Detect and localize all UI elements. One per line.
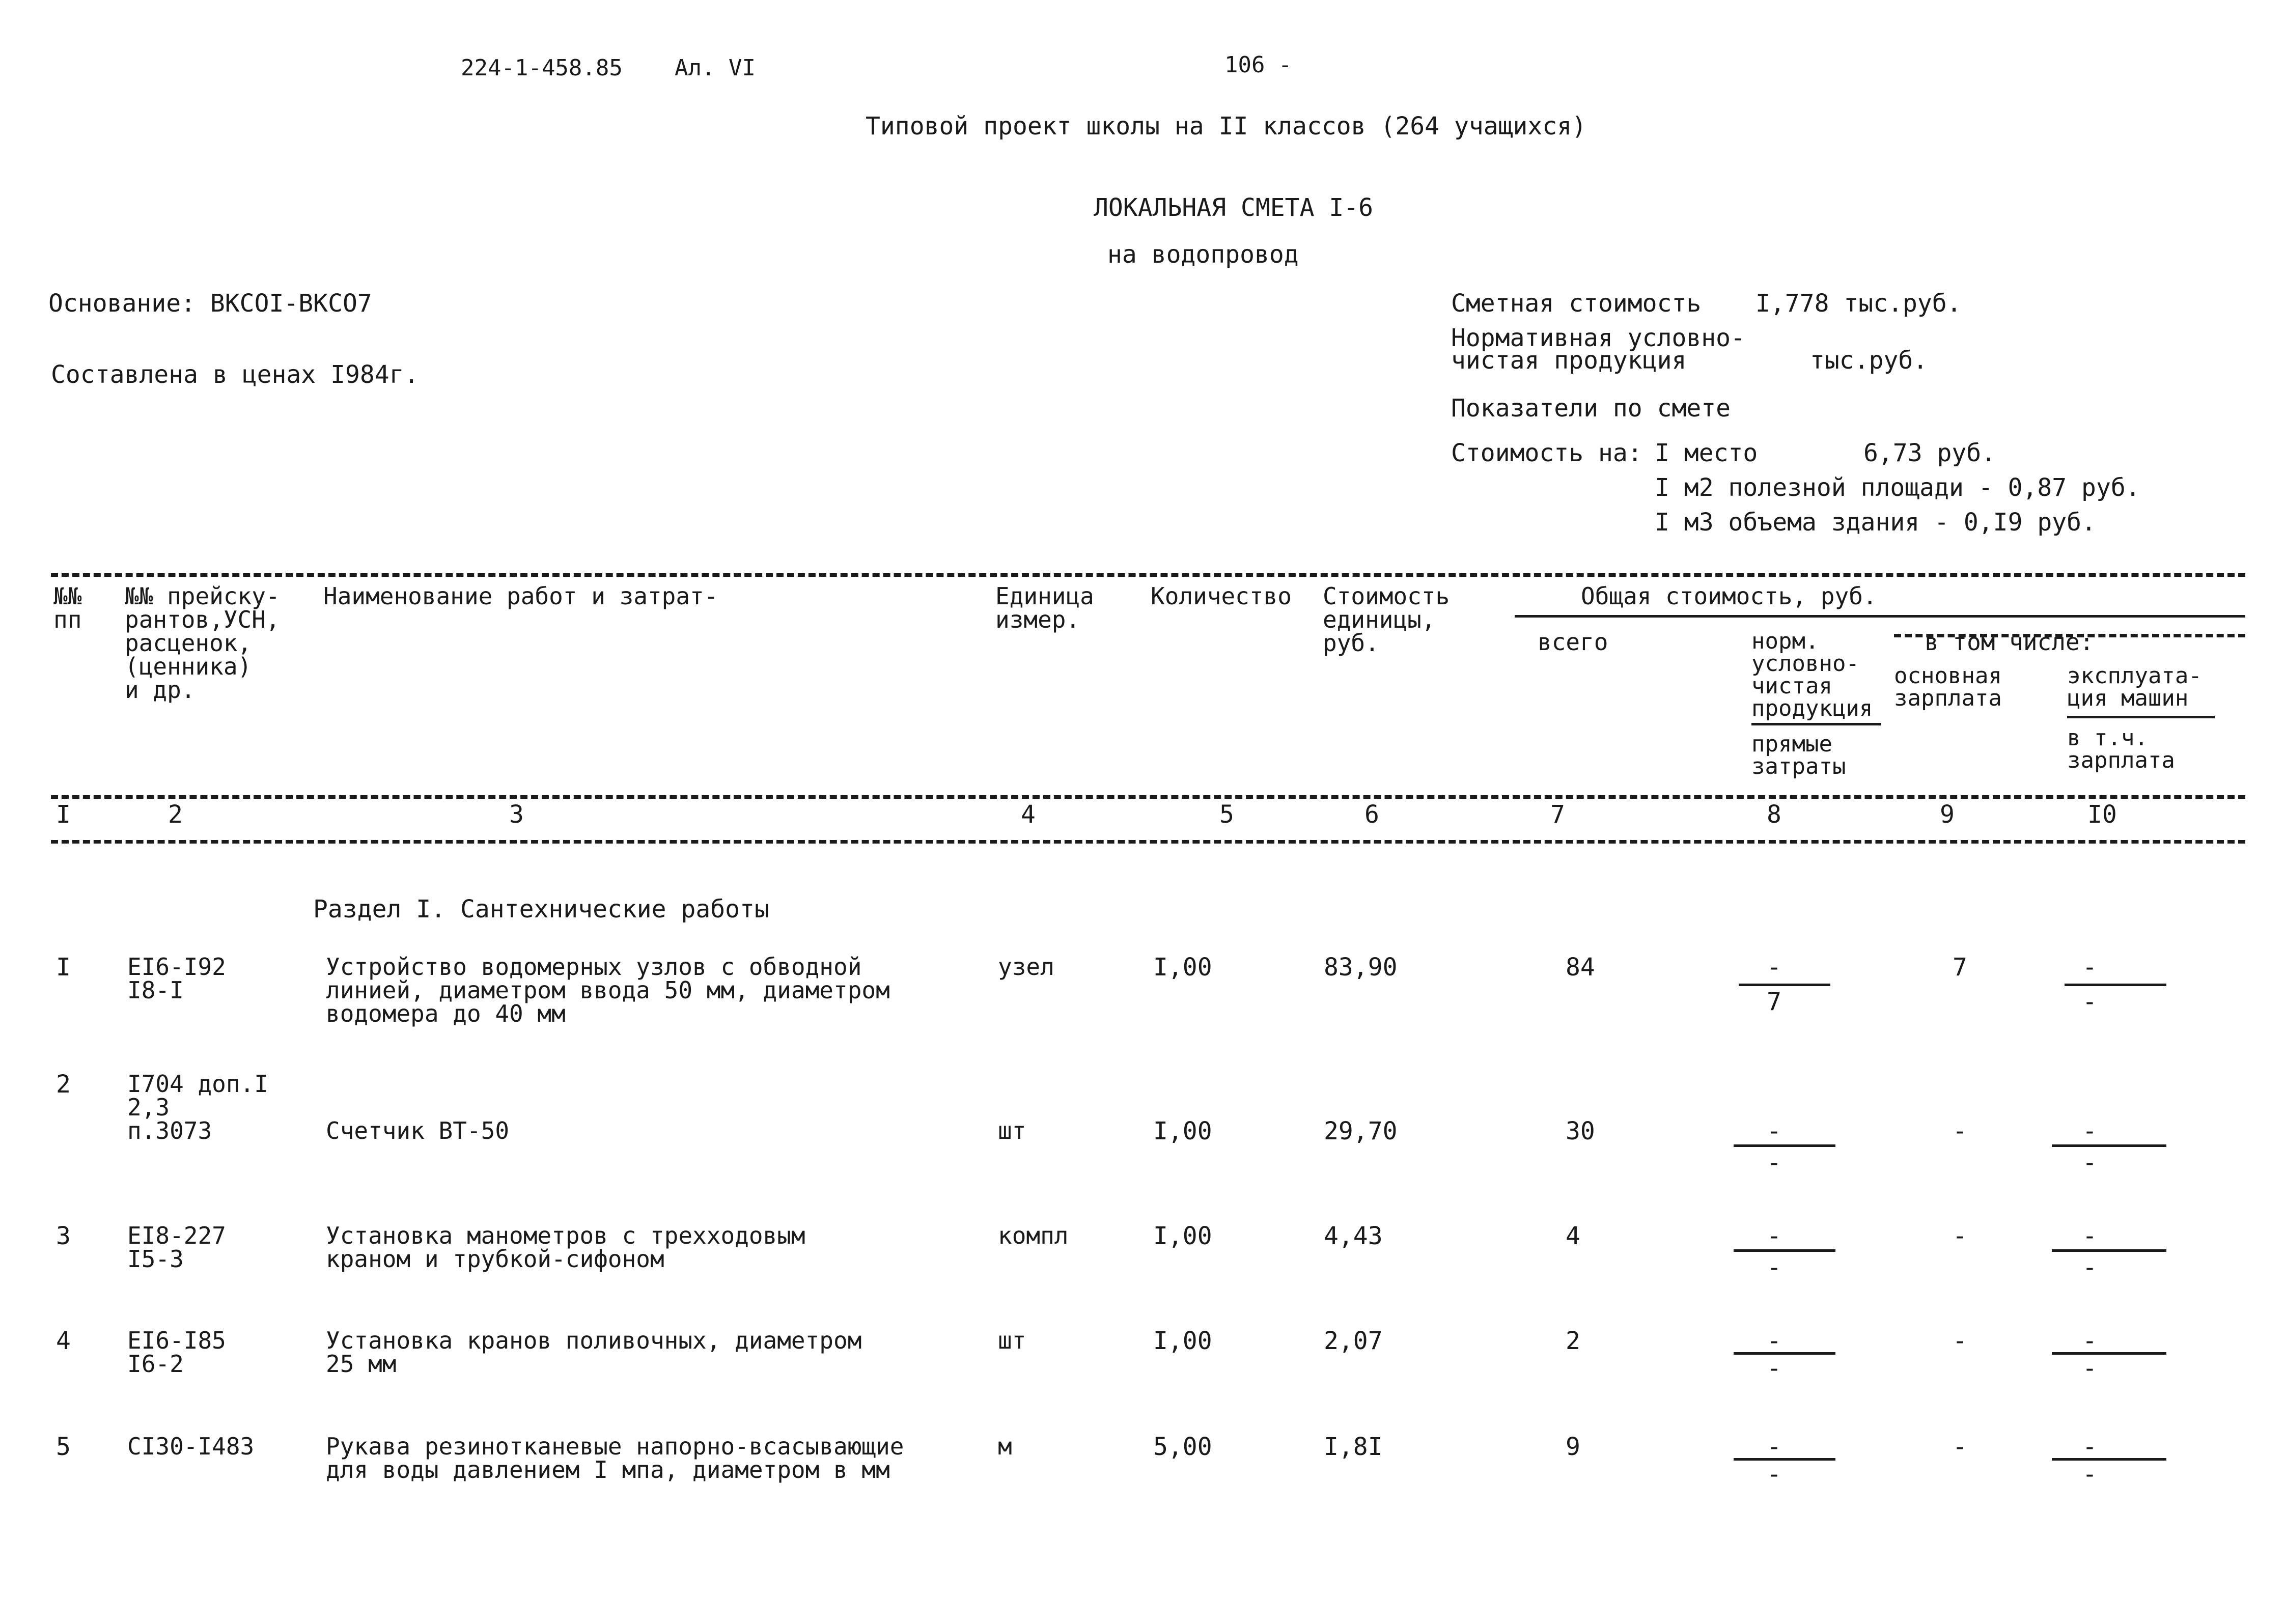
row-total: 4 — [1566, 1222, 1580, 1250]
row-work-name: Установка манометров с трехходовым краном и трубкой-сифоном — [326, 1222, 805, 1273]
col-number: I0 — [2087, 800, 2117, 829]
cost-per-place: I место — [1655, 439, 1758, 467]
row-norm-production: - — [1767, 1222, 1781, 1250]
col-number: 5 — [1219, 800, 1234, 829]
row-work-name: Счетчик ВТ-50 — [326, 1117, 510, 1144]
row-unit: шт — [998, 1327, 1026, 1354]
row-unit-cost: I,8I — [1324, 1433, 1383, 1461]
col-number: 9 — [1940, 800, 1955, 829]
col-header-machine-salary: в т.ч. зарплата — [2067, 725, 2175, 773]
col-header-total-group: Общая стоимость, руб. — [1581, 582, 1877, 610]
row-quantity: I,00 — [1153, 1117, 1212, 1145]
col-header-total: всего — [1538, 628, 1608, 656]
row-unit-cost: 2,07 — [1324, 1327, 1383, 1355]
fraction-line — [2052, 1352, 2166, 1355]
row-quantity: I,00 — [1153, 1222, 1212, 1250]
row-machine-operation: - — [2082, 1433, 2097, 1461]
estimate-cost-value: I,778 тыс.руб. — [1755, 289, 1962, 318]
row-price-code: ЕI6-I92 I8-I — [127, 953, 226, 1004]
col-number: 2 — [168, 800, 183, 829]
row-machine-salary: - — [2082, 1354, 2097, 1383]
row-total: 30 — [1566, 1117, 1595, 1145]
page-number: 106 - — [1224, 52, 1292, 78]
norm-production-label-2: чистая продукция — [1451, 346, 1687, 375]
row-price-code: I704 доп.I 2,3 п.3073 — [127, 1070, 268, 1144]
row-unit: шт — [998, 1117, 1026, 1144]
col-number: I — [56, 800, 71, 829]
row-unit: узел — [998, 953, 1054, 981]
cost-per-place-value: 6,73 руб. — [1863, 439, 1996, 467]
header-bottom-rule — [51, 795, 2245, 799]
col-number: 8 — [1767, 800, 1781, 829]
c10-split-rule — [2067, 716, 2215, 718]
row-machine-salary: - — [2082, 1460, 2097, 1489]
fraction-line — [2052, 1249, 2166, 1252]
album-number: Ал. VI — [675, 55, 756, 81]
row-machine-salary: - — [2082, 1253, 2097, 1282]
norm-production-value: тыс.руб. — [1810, 346, 1928, 375]
col-header-unit-cost: Стоимость единицы, руб. — [1323, 582, 1450, 657]
fraction-line — [1734, 1144, 1835, 1147]
col-header-base-salary: основная зарплата — [1894, 663, 2002, 711]
row-number: 4 — [56, 1327, 71, 1355]
col-number: 3 — [509, 800, 524, 829]
fraction-line — [1734, 1458, 1835, 1461]
row-quantity: I,00 — [1153, 1327, 1212, 1355]
row-price-code: СI30-I483 — [127, 1433, 255, 1460]
indicators-label: Показатели по смете — [1451, 394, 1731, 423]
row-machine-operation: - — [2082, 953, 2097, 982]
row-norm-production: - — [1767, 953, 1781, 982]
col-header-unit: Единица измер. — [995, 582, 1094, 633]
cost-per-label: Стоимость на: — [1451, 439, 1642, 467]
col-header-direct-costs: прямые затраты — [1751, 731, 1846, 779]
row-direct-costs: - — [1767, 1354, 1781, 1383]
row-base-salary: - — [1953, 1117, 1967, 1145]
fraction-line — [1734, 1352, 1835, 1355]
row-number: 3 — [56, 1222, 71, 1250]
section-title: Раздел I. Сантехнические работы — [313, 895, 769, 923]
row-base-salary: - — [1953, 1433, 1967, 1461]
table-top-rule — [51, 573, 2245, 577]
row-direct-costs: - — [1767, 1460, 1781, 1489]
col-number: 4 — [1021, 800, 1036, 829]
row-machine-salary: - — [2082, 988, 2097, 1016]
fraction-line — [2052, 1144, 2166, 1147]
col-header-machine-operation: эксплуата- ция машин — [2067, 663, 2202, 711]
row-base-salary: - — [1953, 1222, 1967, 1250]
row-norm-production: - — [1767, 1327, 1781, 1355]
row-norm-production: - — [1767, 1433, 1781, 1461]
row-total: 2 — [1566, 1327, 1580, 1355]
row-norm-production: - — [1767, 1117, 1781, 1145]
estimate-cost-label: Сметная стоимость — [1451, 289, 1702, 318]
row-number: 5 — [56, 1433, 71, 1461]
row-machine-salary: - — [2082, 1149, 2097, 1177]
number-row-bottom-rule — [51, 840, 2245, 844]
col-header-row-number: №№ пп — [53, 582, 82, 633]
row-direct-costs: - — [1767, 1149, 1781, 1177]
row-machine-operation: - — [2082, 1222, 2097, 1250]
row-unit: компл — [998, 1222, 1069, 1249]
col-header-norm-production: норм. условно- чистая продукция — [1751, 628, 1873, 721]
row-number: I — [56, 953, 71, 982]
estimate-subtitle: на водопровод — [1107, 240, 1299, 269]
row-price-code: ЕI8-227 I5-3 — [127, 1222, 226, 1273]
total-group-rule — [1515, 615, 2245, 618]
row-work-name: Установка кранов поливочных, диаметром 25 мм — [326, 1327, 862, 1378]
document-code: 224-1-458.85 — [461, 55, 623, 81]
col-header-price-code: №№ прейску- рантов,УСН, расценок, (ценника) и др. — [125, 582, 280, 704]
row-quantity: I,00 — [1153, 953, 1212, 982]
fraction-line — [2065, 984, 2166, 986]
row-price-code: ЕI6-I85 I6-2 — [127, 1327, 226, 1378]
price-level: Составлена в ценах I984г. — [51, 360, 419, 389]
row-base-salary: - — [1953, 1327, 1967, 1355]
fraction-line — [2052, 1458, 2166, 1461]
row-machine-operation: - — [2082, 1117, 2097, 1145]
row-unit: м — [998, 1433, 1012, 1460]
row-direct-costs: 7 — [1767, 988, 1781, 1016]
col-number: 6 — [1364, 800, 1379, 829]
row-quantity: 5,00 — [1153, 1433, 1212, 1461]
fraction-line — [1734, 1249, 1835, 1252]
row-total: 84 — [1566, 953, 1595, 982]
row-direct-costs: - — [1767, 1253, 1781, 1282]
col-header-work-name: Наименование работ и затрат- — [323, 582, 718, 610]
cost-per-m2: I м2 полезной площади - 0,87 руб. — [1655, 473, 2140, 502]
row-unit-cost: 4,43 — [1324, 1222, 1383, 1250]
row-unit-cost: 29,70 — [1324, 1117, 1398, 1145]
row-work-name: Устройство водомерных узлов с обводной линией, диаметром ввода 50 мм, диаметром водомера до 40 мм — [326, 953, 890, 1027]
row-unit-cost: 83,90 — [1324, 953, 1398, 982]
col-number: 7 — [1550, 800, 1565, 829]
norm-production-label-1: Нормативная условно- — [1451, 324, 1745, 352]
estimate-title: ЛОКАЛЬНАЯ СМЕТА I-6 — [1094, 193, 1374, 222]
row-work-name: Рукава резинотканевые напорно-всасывающие для воды давлением I мпа, диаметром в мм — [326, 1433, 904, 1483]
row-total: 9 — [1566, 1433, 1580, 1461]
c8-split-rule — [1751, 723, 1881, 725]
estimate-basis: Основание: ВКСОI-ВКСО7 — [48, 289, 372, 318]
col-header-quantity: Количество — [1151, 582, 1292, 610]
cost-per-m3: I м3 объема здания - 0,I9 руб. — [1655, 508, 2096, 537]
row-machine-operation: - — [2082, 1327, 2097, 1355]
row-base-salary: 7 — [1953, 953, 1967, 982]
fraction-line — [1739, 984, 1830, 986]
project-title: Типовой проект школы на II классов (264 учащихся) — [866, 112, 1587, 141]
row-number: 2 — [56, 1070, 71, 1099]
col-header-including: в том числе: — [1925, 628, 2094, 656]
